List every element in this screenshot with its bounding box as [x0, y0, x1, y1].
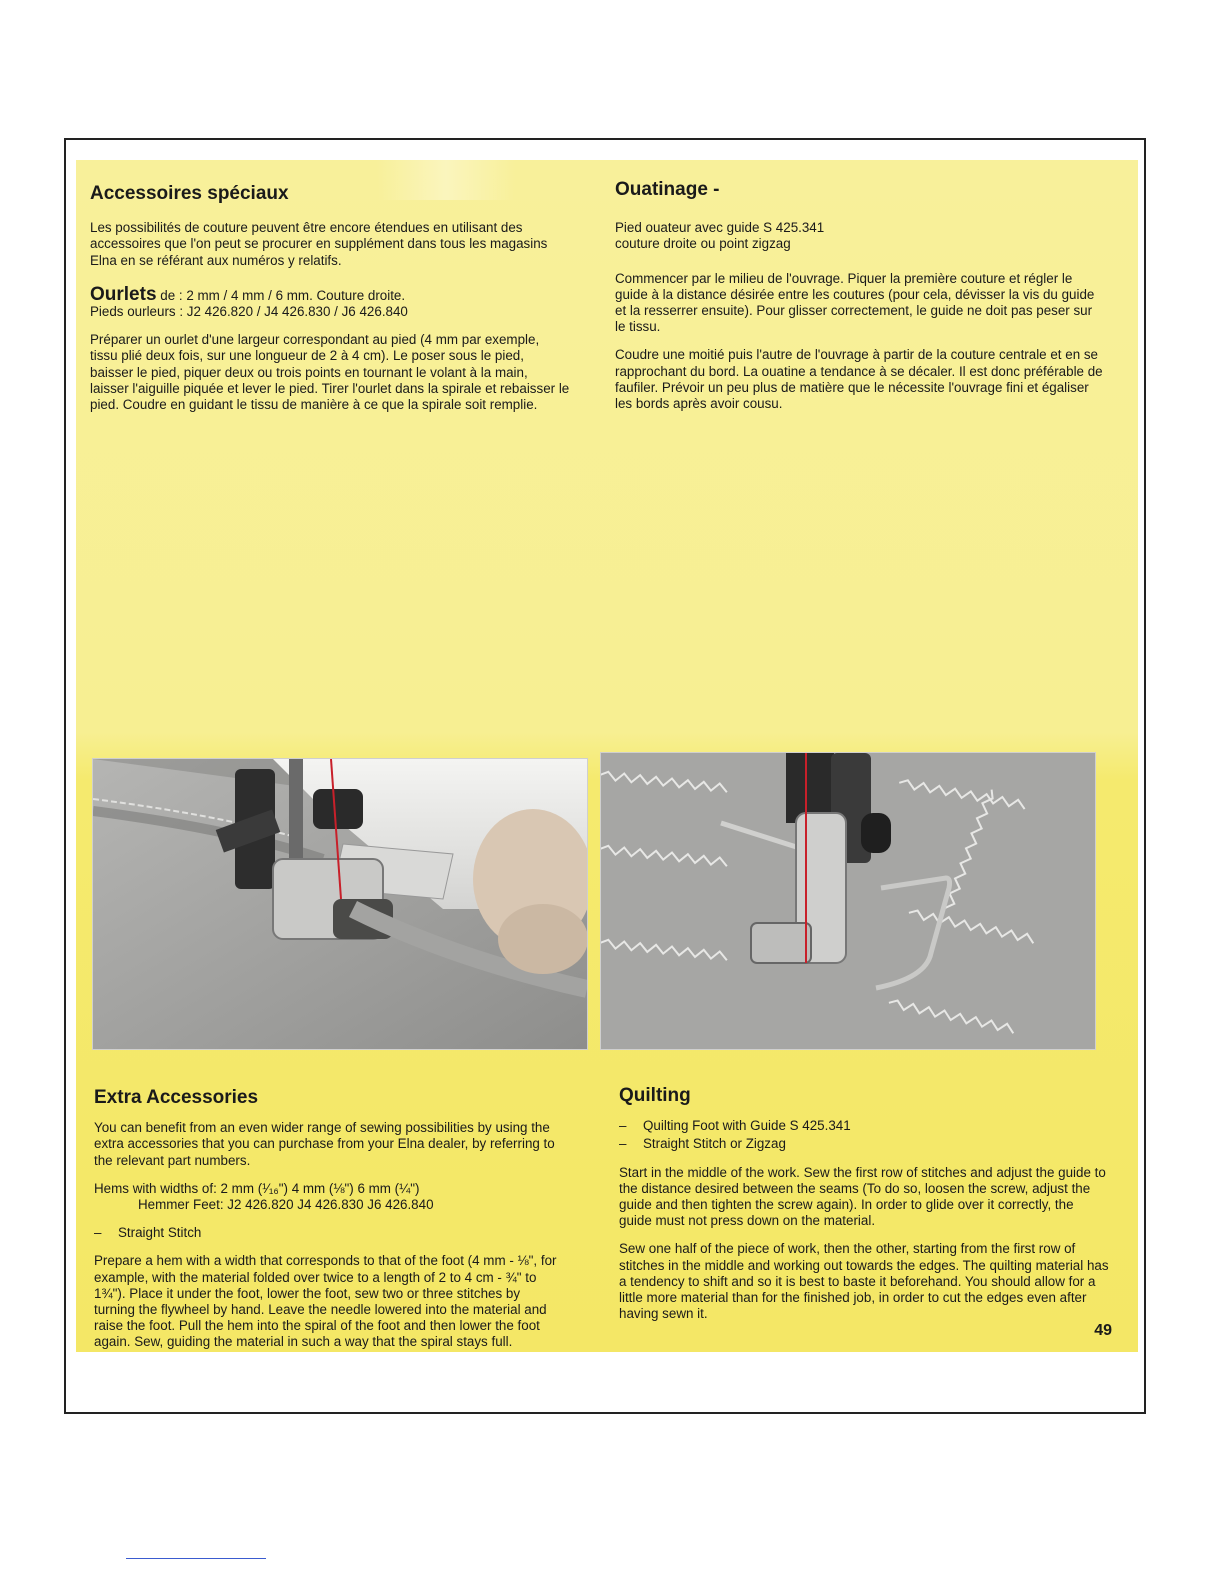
section-heading: Extra Accessories	[94, 1087, 259, 1108]
footer-link-line[interactable]	[126, 1558, 266, 1559]
hemmer-foot-illustration	[93, 759, 587, 1049]
english-quilting-section	[619, 1085, 1109, 1334]
dash-icon: –	[619, 1118, 627, 1134]
ourlets-line	[90, 283, 570, 305]
yellow-panel	[76, 160, 1138, 1352]
hemmer-foot-photo	[92, 758, 588, 1050]
page-frame	[64, 138, 1146, 1414]
paragraph: Start in the middle of the work. Sew the first row of stitches and adjust the guide to the distance desired between the seams (To do so, loosen the screw, adjust the guide and then tighten the screw again). In order to glide over it correctly, the guide must not press down on the material.	[619, 1164, 1106, 1229]
section-heading: Ouatinage -	[615, 179, 720, 200]
section-heading: Accessoires spéciaux	[90, 183, 289, 204]
paragraph: Coudre une moitié puis l'autre de l'ouvrage à partir de la couture centrale et en se rapprochant du bord. La ouatine a tendance à se décaler. Il est donc préférable de faufiler. Prévoir un peu plus de matière que le nécessite l'ouvrage fini et égaliser les bords après avoir cousu.	[615, 347, 1103, 412]
paragraph: Les possibilités de couture peuvent être encore étendues en utilisant des accessoires que l'on peut se procurer en supplément dans tous les magasins Elna en se référant aux numéros y relatifs.	[90, 220, 548, 268]
hemmer-feet-fr: Pieds ourleurs : J2 426.820 / J4 426.830 / J6 426.840	[90, 304, 408, 320]
paragraph: Commencer par le milieu de l'ouvrage. Piquer la première couture et régler le guide à la distance désirée entre les coutures (pour cela, dévisser la vis du guide et la resserrer ensuite). Pour glisser correctement, le guide ne doit pas peser sur le tissu.	[615, 270, 1095, 335]
hemmer-feet-en: Hemmer Feet: J2 426.820 J4 426.830 J6 426.840	[138, 1197, 434, 1213]
foot-line: Pied ouateur avec guide S 425.341	[615, 220, 825, 236]
paragraph: Prepare a hem with a width that corresponds to that of the foot (4 mm - ⅛", for example, with the material folded over twice to a length of 2 to 4 cm - ¾" to 1¾"). Place it under the foot, lower the foot, sew two or three stitches by turning the flywheel by hand. Leave the needle lowered into the material and raise the foot. Pull the hem into the spiral of the foot and then lower the foot again. Sew, guiding the material in such a way that the spiral stays full.	[94, 1253, 557, 1350]
french-quilting-section	[615, 179, 1105, 424]
list-item	[619, 1118, 1109, 1134]
list-item	[94, 1225, 564, 1241]
list-item	[619, 1136, 1109, 1152]
ourlets-title: Ourlets	[90, 283, 157, 305]
section-heading: Quilting	[619, 1085, 691, 1106]
dash-icon: –	[619, 1136, 627, 1152]
page-number: 49	[1094, 1322, 1112, 1339]
list-item-text: Straight Stitch	[118, 1225, 202, 1241]
list-item-text: Quilting Foot with Guide S 425.341	[643, 1118, 851, 1134]
quilting-foot-illustration	[601, 753, 1095, 1049]
paragraph: Préparer un ourlet d'une largeur correspondant au pied (4 mm par exemple, tissu plié deux fois, sur une longueur de 2 à 4 cm). Le poser sous le pied, baisser le pied, piquer deux ou trois points en tournant le volant à la main, laisser l'aiguille piquée et lever le pied. Tirer l'ourlet dans la spirale et rebaisser le pied. Coudre en guidant le tissu de manière à ce que la spirale soit remplie.	[90, 332, 570, 413]
hem-widths: Hems with widths of: 2 mm (¹⁄₁₆") 4 mm (⅛") 6 mm (¼")	[94, 1180, 420, 1196]
paragraph: Sew one half of the piece of work, then the other, starting from the first row of stitches in the middle and working out towards the edges. The quilting material has a tendency to shift and so it is best to baste it beforehand. You should allow for a little more material than for the finished job, in order to cut the edges even after having sewn it.	[619, 1241, 1109, 1322]
quilting-foot-photo	[600, 752, 1096, 1050]
dash-icon: –	[94, 1225, 102, 1241]
stitch-line: couture droite ou point zigzag	[615, 236, 791, 252]
ourlets-detail: de : 2 mm / 4 mm / 6 mm. Couture droite.	[160, 287, 406, 303]
list-item-text: Straight Stitch or Zigzag	[643, 1136, 786, 1152]
french-accessories-section	[90, 183, 570, 425]
english-accessories-section	[94, 1087, 564, 1363]
paragraph: You can benefit from an even wider range of sewing possibilities by using the extra accessories that you can purchase from your Elna dealer, by referring to the relevant part numbers.	[94, 1120, 555, 1168]
